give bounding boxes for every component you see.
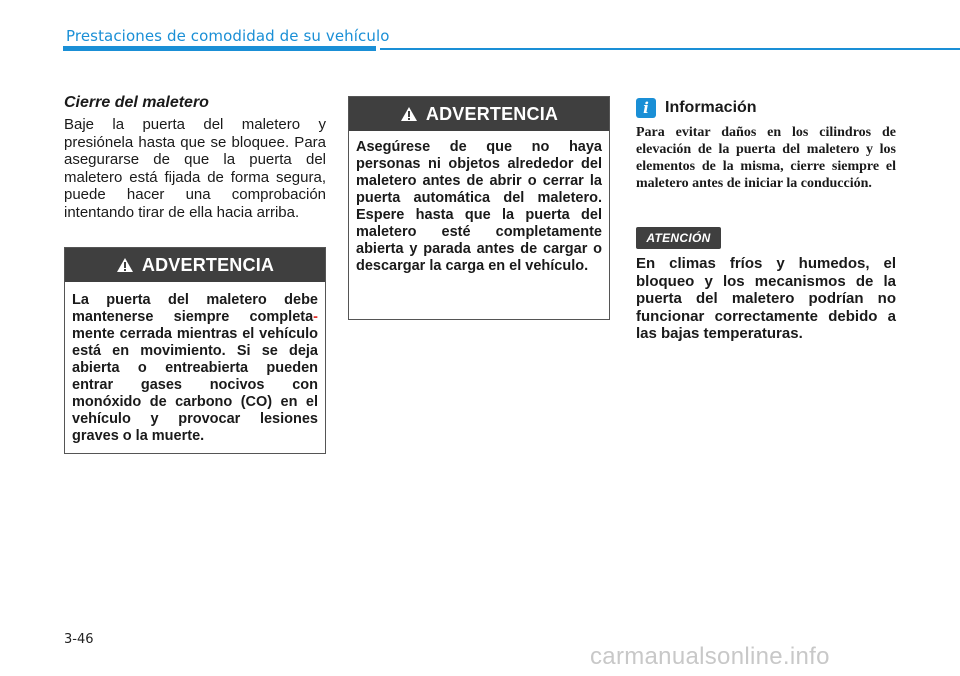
warning-text: Asegúrese de que no haya personas ni objetos alrededor del maletero antes de abrir o cerrar la puerta automática del maletero. Espere hasta que la puerta del maletero esté completamente abierta y parada antes de cargar o descargar la carga en el vehículo. bbox=[356, 139, 602, 274]
warning-header bbox=[349, 97, 609, 131]
info-icon: i bbox=[636, 98, 656, 118]
warning-title: ADVERTENCIA bbox=[141, 254, 275, 275]
warning-triangle-icon bbox=[400, 106, 418, 122]
info-text: Para evitar daños en los cilindros de elevación de la puerta del maletero y los elementos de la misma, cierre siempre el maletero antes de iniciar la conducción. bbox=[636, 125, 896, 191]
info-title: Información bbox=[665, 99, 757, 116]
info-heading bbox=[636, 98, 757, 118]
caution-badge: ATENCIÓN bbox=[636, 227, 721, 249]
section-heading: Cierre del maletero bbox=[64, 94, 209, 111]
warning-triangle-icon bbox=[116, 257, 134, 273]
hyphen-mark: - bbox=[313, 309, 318, 325]
section-body-text: Baje la puerta del maletero y presiónela hasta que se bloquee. Para asegurarse de que la puerta del maletero está fijada de forma segura, puede hacer una comprobación intentando tirar de ella hacia arriba. bbox=[64, 116, 326, 221]
caution-text: En climas fríos y humedos, el bloqueo y los mecanismos de la puerta del maletero podrían no funcionar correctamente debido a las bajas temperaturas. bbox=[636, 255, 896, 342]
warning-box-middle bbox=[348, 96, 610, 320]
warning-box-left bbox=[64, 247, 326, 454]
page-number: 3-46 bbox=[64, 632, 94, 647]
watermark: carmanualsonline.info bbox=[590, 643, 830, 670]
warning-text: La puerta del maletero debe mantenerse siempre completa- mente cerrada mientras el vehículo está en movimiento. Si se deja abierta o entreabierta pueden entrar gases nocivos con monóxido de carbono (CO) en el vehículo y provocar lesiones graves o la muerte. bbox=[72, 292, 318, 444]
header-bar-left bbox=[63, 46, 376, 51]
header-title: Prestaciones de comodidad de su vehículo bbox=[66, 27, 390, 45]
warning-header bbox=[65, 248, 325, 282]
header-bar-right bbox=[380, 48, 960, 50]
warning-title: ADVERTENCIA bbox=[425, 103, 559, 124]
